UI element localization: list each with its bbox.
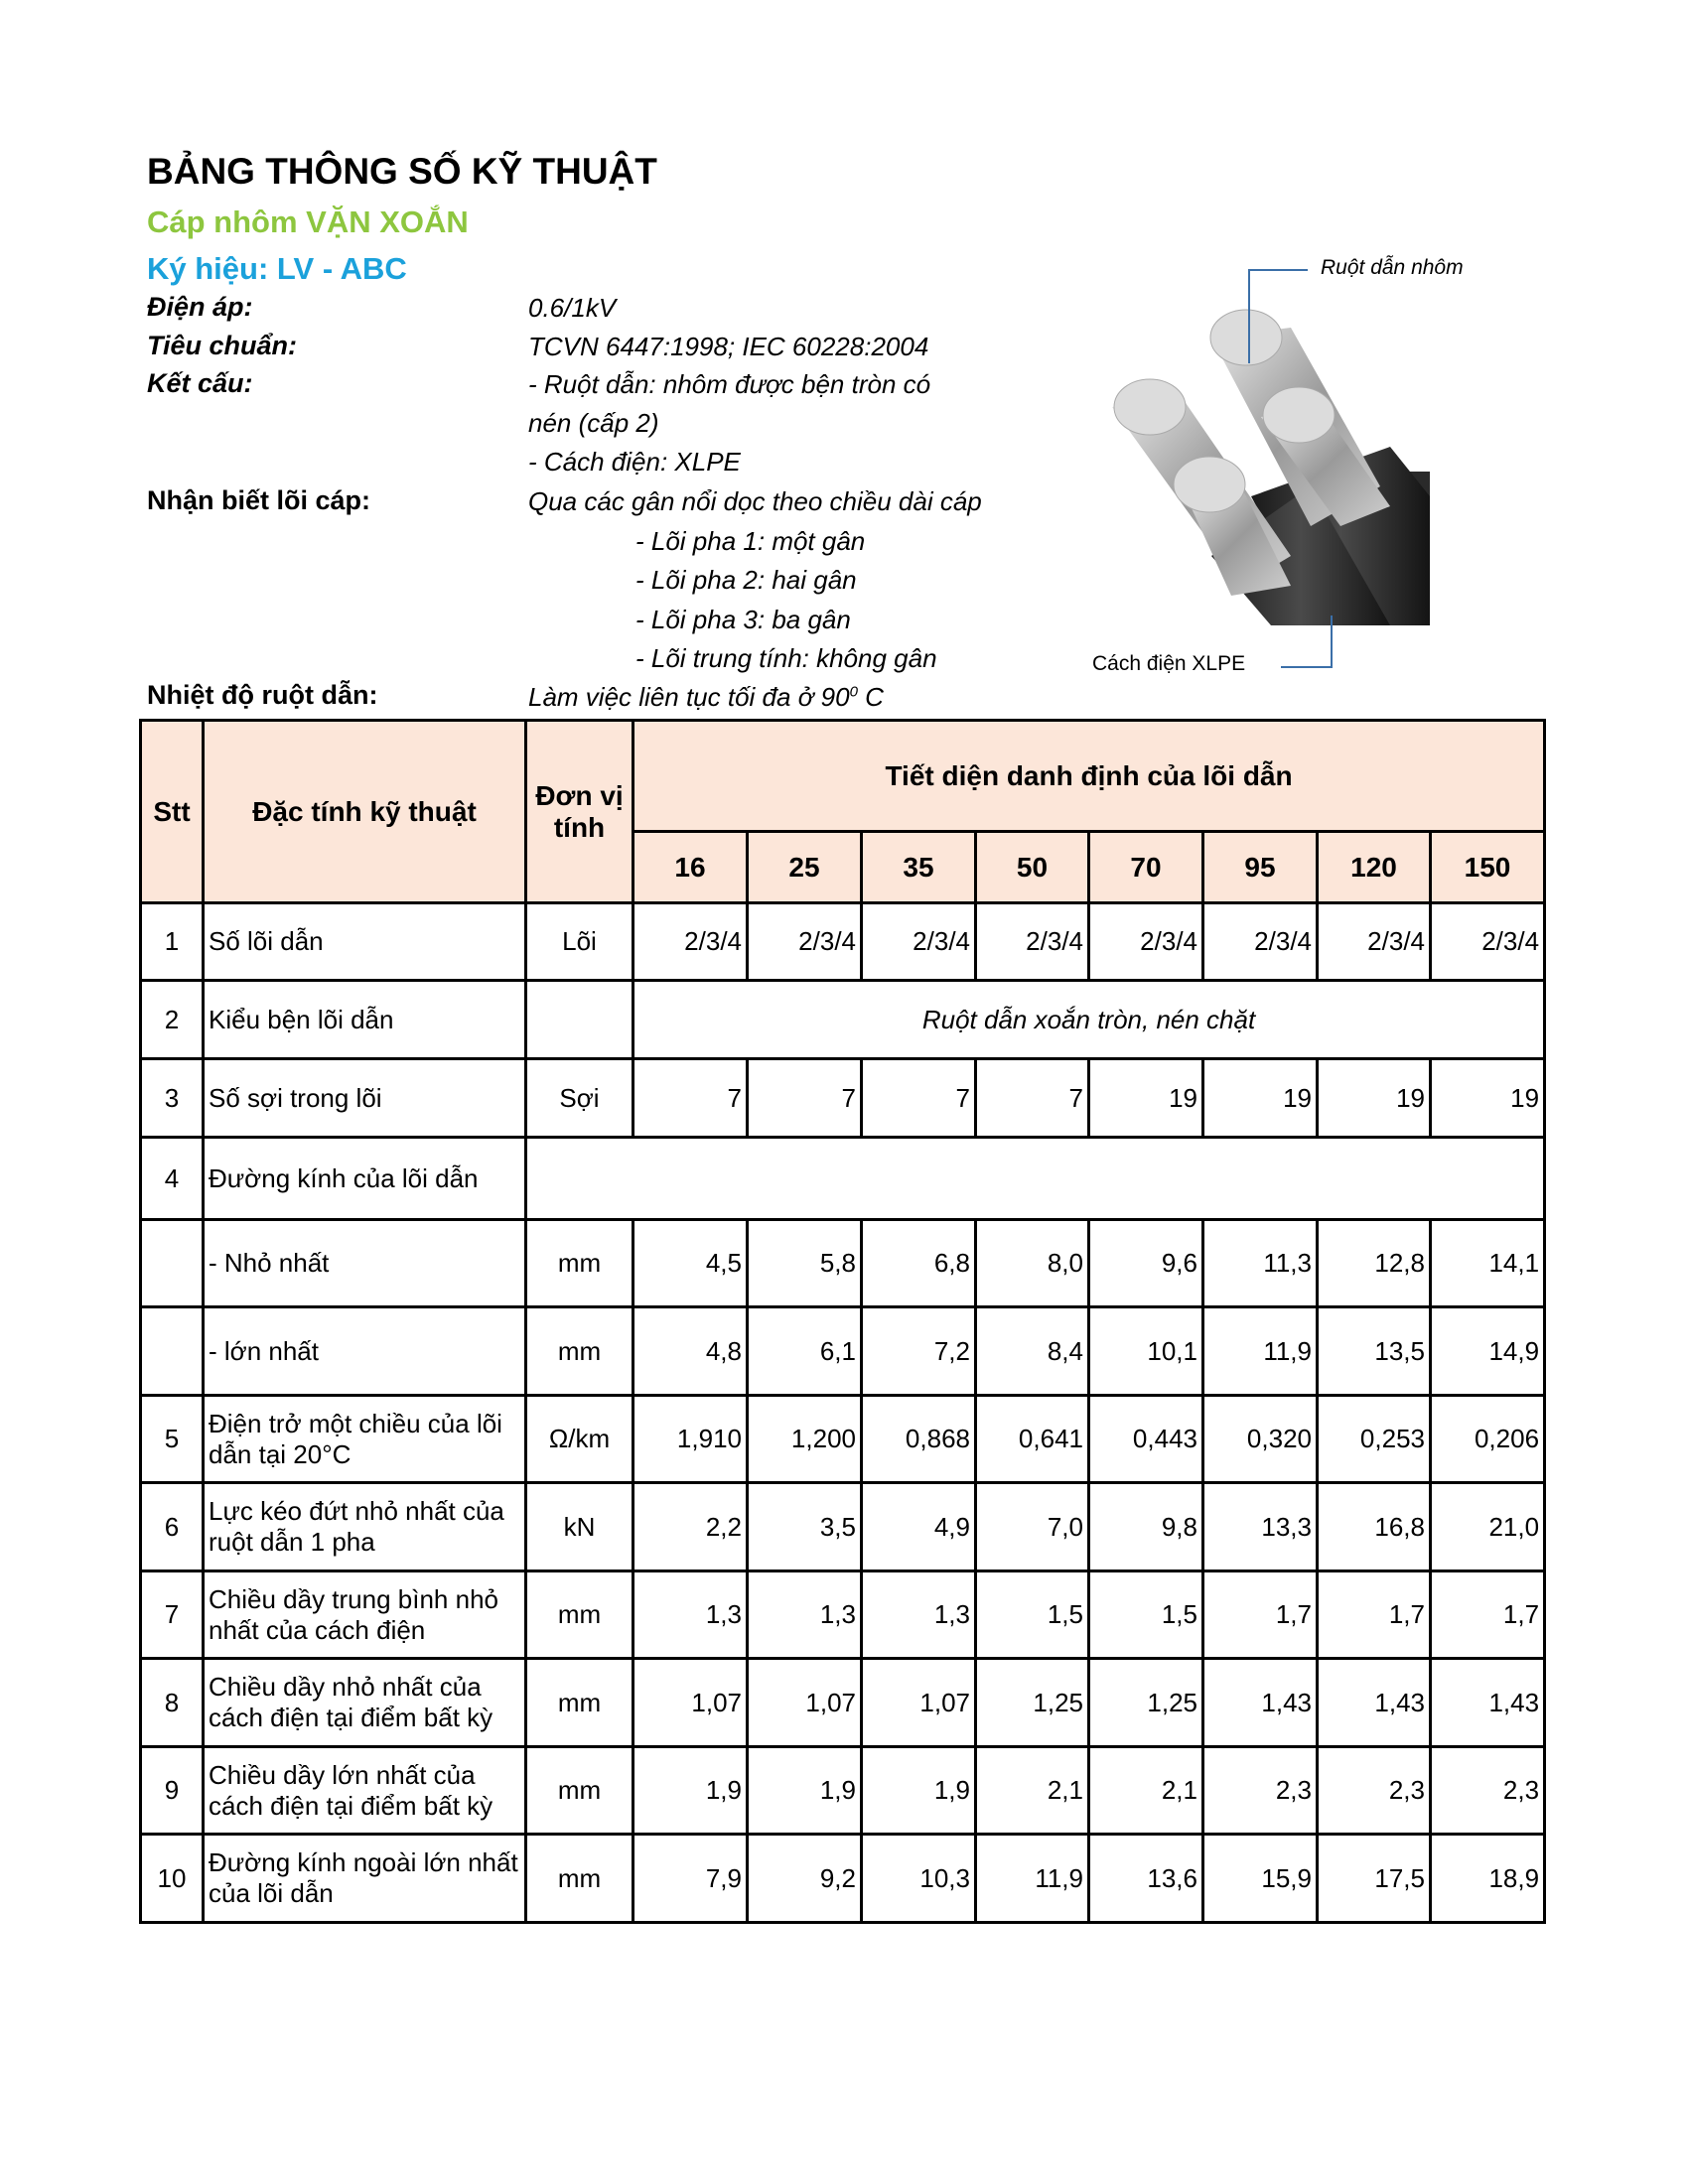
product-name: Cáp nhôm VẶN XOẮN	[147, 205, 469, 239]
header-size: 25	[748, 832, 862, 903]
structure-label: Kết cấu:	[147, 368, 253, 398]
row-value: 1,07	[633, 1659, 748, 1747]
callout-insulation: Cách điện XLPE	[1092, 652, 1246, 675]
row-value: 6,8	[862, 1220, 976, 1307]
row-value: 13,3	[1203, 1483, 1318, 1571]
row-stt: 1	[141, 903, 204, 981]
row-value: 19	[1431, 1059, 1545, 1138]
row-characteristic: Số sợi trong lõi	[204, 1059, 526, 1138]
row-value: 2/3/4	[633, 903, 748, 981]
row-value: 11,9	[976, 1835, 1089, 1923]
row-value: 2/3/4	[1431, 903, 1545, 981]
header-stt: Stt	[141, 721, 204, 903]
page-title: BẢNG THÔNG SỐ KỸ THUẬT	[147, 151, 657, 192]
header-size: 70	[1089, 832, 1203, 903]
row-stt: 2	[141, 981, 204, 1059]
row-characteristic: Chiều dầy trung bình nhỏ nhất của cách điện	[204, 1571, 526, 1659]
row-value: 10,1	[1089, 1307, 1203, 1396]
row-value: 7	[748, 1059, 862, 1138]
standard-value: TCVN 6447:1998; IEC 60228:2004	[528, 332, 929, 361]
table-row	[141, 1571, 1545, 1659]
row-value: 0,443	[1089, 1396, 1203, 1483]
row-value: 2/3/4	[748, 903, 862, 981]
row-unit	[526, 981, 633, 1059]
identify-value: Qua các gân nổi dọc theo chiều dài cáp	[528, 486, 982, 516]
row-value: 11,9	[1203, 1307, 1318, 1396]
identify-item: - Lõi pha 1: một gân	[635, 526, 866, 556]
row-stt: 5	[141, 1396, 204, 1483]
table-row	[141, 903, 1545, 981]
row-value: 18,9	[1431, 1835, 1545, 1923]
header-characteristic: Đặc tính kỹ thuật	[204, 721, 526, 903]
row-value: 2,3	[1203, 1747, 1318, 1835]
header-cross-section: Tiết diện danh định của lõi dẫn	[633, 721, 1545, 832]
row-merged-value: Ruột dẫn xoắn tròn, nén chặt	[633, 981, 1545, 1059]
row-value: 16,8	[1318, 1483, 1431, 1571]
row-stt: 6	[141, 1483, 204, 1571]
row-characteristic: Chiều dầy lớn nhất của cách điện tại điểm bất kỳ	[204, 1747, 526, 1835]
identify-label: Nhận biết lõi cáp:	[147, 485, 371, 515]
row-value: 1,910	[633, 1396, 748, 1483]
row-value: 1,7	[1431, 1571, 1545, 1659]
header-unit: Đơn vị tính	[526, 721, 633, 903]
row-value: 1,07	[862, 1659, 976, 1747]
row-characteristic: Điện trở một chiều của lõi dẫn tại 20°C	[204, 1396, 526, 1483]
identify-item: - Lõi pha 2: hai gân	[635, 565, 857, 595]
identify-item: - Lõi pha 3: ba gân	[635, 605, 851, 634]
row-value: 0,206	[1431, 1396, 1545, 1483]
row-empty	[526, 1138, 1545, 1220]
cable-photo	[1092, 298, 1430, 625]
row-characteristic: Đường kính của lõi dẫn	[204, 1138, 526, 1220]
row-value: 9,6	[1089, 1220, 1203, 1307]
temp-sup: 0	[849, 683, 858, 701]
row-value: 1,9	[633, 1747, 748, 1835]
row-unit: Lõi	[526, 903, 633, 981]
voltage-label: Điện áp:	[147, 292, 253, 322]
row-value: 15,9	[1203, 1835, 1318, 1923]
standard-label: Tiêu chuẩn:	[147, 331, 298, 360]
structure-line-3: - Cách điện: XLPE	[528, 447, 741, 477]
row-value: 11,3	[1203, 1220, 1318, 1307]
row-value: 1,43	[1203, 1659, 1318, 1747]
row-value: 0,320	[1203, 1396, 1318, 1483]
row-value: 1,3	[748, 1571, 862, 1659]
row-value: 4,9	[862, 1483, 976, 1571]
header-size: 16	[633, 832, 748, 903]
row-value: 10,3	[862, 1835, 976, 1923]
row-value: 2/3/4	[1318, 903, 1431, 981]
row-value: 19	[1089, 1059, 1203, 1138]
temp-unit: C	[857, 682, 884, 712]
row-value: 2/3/4	[862, 903, 976, 981]
row-value: 4,5	[633, 1220, 748, 1307]
row-unit: mm	[526, 1747, 633, 1835]
row-characteristic: Số lõi dẫn	[204, 903, 526, 981]
row-stt: 7	[141, 1571, 204, 1659]
row-value: 2,1	[1089, 1747, 1203, 1835]
row-value: 0,641	[976, 1396, 1089, 1483]
callout-line-bottom	[1331, 615, 1333, 667]
row-unit: kN	[526, 1483, 633, 1571]
row-stt	[141, 1220, 204, 1307]
row-value: 2,2	[633, 1483, 748, 1571]
row-value: 1,9	[862, 1747, 976, 1835]
row-value: 8,0	[976, 1220, 1089, 1307]
temp-text: Làm việc liên tục tối đa ở 90	[528, 682, 850, 712]
spec-table	[139, 719, 1546, 1924]
row-value: 19	[1203, 1059, 1318, 1138]
row-stt: 8	[141, 1659, 204, 1747]
temp-value	[528, 682, 884, 713]
row-value: 2,1	[976, 1747, 1089, 1835]
identify-item: - Lõi trung tính: không gân	[635, 643, 937, 673]
header-size: 120	[1318, 832, 1431, 903]
row-characteristic: - Nhỏ nhất	[204, 1220, 526, 1307]
row-value: 1,43	[1431, 1659, 1545, 1747]
callout-line-top-h	[1248, 269, 1308, 271]
temp-label: Nhiệt độ ruột dẫn:	[147, 680, 378, 710]
row-value: 7,9	[633, 1835, 748, 1923]
row-characteristic: Đường kính ngoài lớn nhất của lõi dẫn	[204, 1835, 526, 1923]
row-value: 8,4	[976, 1307, 1089, 1396]
row-value: 1,43	[1318, 1659, 1431, 1747]
row-value: 13,6	[1089, 1835, 1203, 1923]
row-value: 2/3/4	[976, 903, 1089, 981]
row-stt: 3	[141, 1059, 204, 1138]
row-unit: mm	[526, 1220, 633, 1307]
row-value: 1,9	[748, 1747, 862, 1835]
product-symbol: Ký hiệu: LV - ABC	[147, 251, 407, 286]
callout-line-bottom-h	[1281, 666, 1333, 668]
row-value: 1,25	[976, 1659, 1089, 1747]
row-value: 1,07	[748, 1659, 862, 1747]
row-characteristic: - lớn nhất	[204, 1307, 526, 1396]
row-characteristic: Chiều dầy nhỏ nhất của cách điện tại điểm bất kỳ	[204, 1659, 526, 1747]
row-value: 6,1	[748, 1307, 862, 1396]
row-value: 1,200	[748, 1396, 862, 1483]
row-unit: Ω/km	[526, 1396, 633, 1483]
row-value: 1,3	[862, 1571, 976, 1659]
row-value: 17,5	[1318, 1835, 1431, 1923]
table-row	[141, 981, 1545, 1059]
row-stt: 4	[141, 1138, 204, 1220]
row-value: 1,5	[976, 1571, 1089, 1659]
row-value: 7,0	[976, 1483, 1089, 1571]
row-value: 5,8	[748, 1220, 862, 1307]
row-value: 1,3	[633, 1571, 748, 1659]
row-value: 1,7	[1318, 1571, 1431, 1659]
row-value: 7	[862, 1059, 976, 1138]
row-value: 0,868	[862, 1396, 976, 1483]
row-value: 12,8	[1318, 1220, 1431, 1307]
row-stt: 9	[141, 1747, 204, 1835]
row-unit: mm	[526, 1659, 633, 1747]
row-unit: mm	[526, 1571, 633, 1659]
table-row	[141, 1059, 1545, 1138]
header-size: 35	[862, 832, 976, 903]
row-stt	[141, 1307, 204, 1396]
table-row	[141, 1396, 1545, 1483]
row-value: 13,5	[1318, 1307, 1431, 1396]
row-value: 1,7	[1203, 1571, 1318, 1659]
structure-line-1: - Ruột dẫn: nhôm được bện tròn có	[528, 369, 931, 399]
header-size: 95	[1203, 832, 1318, 903]
row-unit: mm	[526, 1307, 633, 1396]
row-value: 2/3/4	[1203, 903, 1318, 981]
table-row	[141, 1483, 1545, 1571]
row-value: 14,9	[1431, 1307, 1545, 1396]
callout-conductor: Ruột dẫn nhôm	[1321, 256, 1464, 279]
row-value: 1,25	[1089, 1659, 1203, 1747]
table-row	[141, 1659, 1545, 1747]
row-value: 3,5	[748, 1483, 862, 1571]
table-row	[141, 1835, 1545, 1923]
row-value: 0,253	[1318, 1396, 1431, 1483]
table-row	[141, 1220, 1545, 1307]
row-value: 1,5	[1089, 1571, 1203, 1659]
row-characteristic: Lực kéo đứt nhỏ nhất của ruột dẫn 1 pha	[204, 1483, 526, 1571]
row-value: 7,2	[862, 1307, 976, 1396]
row-stt: 10	[141, 1835, 204, 1923]
header-size: 50	[976, 832, 1089, 903]
row-value: 2,3	[1431, 1747, 1545, 1835]
row-value: 21,0	[1431, 1483, 1545, 1571]
row-unit: mm	[526, 1835, 633, 1923]
row-value: 4,8	[633, 1307, 748, 1396]
row-unit: Sợi	[526, 1059, 633, 1138]
row-characteristic: Kiểu bện lõi dẫn	[204, 981, 526, 1059]
callout-line-top	[1248, 269, 1250, 363]
table-row	[141, 1307, 1545, 1396]
row-value: 2,3	[1318, 1747, 1431, 1835]
row-value: 14,1	[1431, 1220, 1545, 1307]
table-row	[141, 1747, 1545, 1835]
row-value: 2/3/4	[1089, 903, 1203, 981]
header-size: 150	[1431, 832, 1545, 903]
row-value: 9,8	[1089, 1483, 1203, 1571]
row-value: 9,2	[748, 1835, 862, 1923]
voltage-value: 0.6/1kV	[528, 293, 617, 323]
table-row	[141, 1138, 1545, 1220]
row-value: 7	[976, 1059, 1089, 1138]
row-value: 19	[1318, 1059, 1431, 1138]
row-value: 7	[633, 1059, 748, 1138]
structure-line-2: nén (cấp 2)	[528, 408, 659, 438]
